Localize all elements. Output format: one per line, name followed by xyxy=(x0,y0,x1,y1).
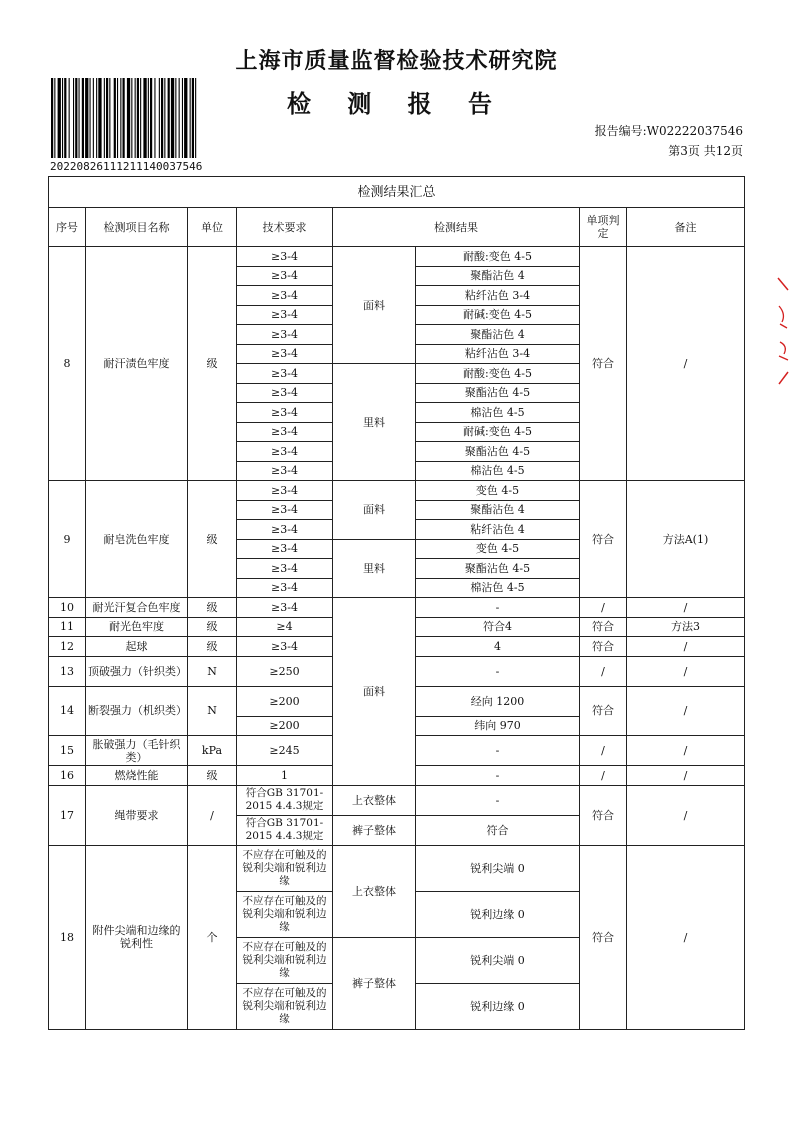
organization-name: 上海市质量监督检验技术研究院 xyxy=(235,48,558,74)
cell-requirement: ≥3-4 xyxy=(237,266,333,286)
cell-requirement: ≥3-4 xyxy=(237,403,333,423)
cell-item: 起球 xyxy=(86,637,188,657)
cell-requirement: ≥3-4 xyxy=(237,442,333,462)
cell-requirement: ≥3-4 xyxy=(237,539,333,559)
cell-requirement: ≥3-4 xyxy=(237,637,333,657)
table-row xyxy=(49,845,745,891)
cell-result: 变色 4-5 xyxy=(416,539,580,559)
cell-result: 粘纤沾色 3-4 xyxy=(416,344,580,364)
report-number: 报告编号:W02222037546 xyxy=(594,124,743,138)
cell-no: 12 xyxy=(49,637,86,657)
cell-result: 锐利尖端 0 xyxy=(416,937,580,983)
cell-result: 锐利边缘 0 xyxy=(416,983,580,1029)
cell-result: 粘纤沾色 3-4 xyxy=(416,286,580,306)
cell-remark: / xyxy=(627,656,745,686)
cell-no: 14 xyxy=(49,686,86,736)
cell-unit: N xyxy=(188,656,237,686)
cell-no: 9 xyxy=(49,481,86,598)
cell-result: 纬向 970 xyxy=(416,716,580,736)
cell-result: 聚酯沾色 4 xyxy=(416,325,580,345)
table-header-row xyxy=(49,208,745,247)
cell-requirement: ≥3-4 xyxy=(237,520,333,540)
barcode xyxy=(51,78,197,158)
cell-part: 上衣整体 xyxy=(333,845,416,937)
cell-item: 耐光色牢度 xyxy=(86,617,188,637)
header-result: 检测结果 xyxy=(333,208,580,247)
cell-requirement: 不应存在可触及的锐利尖端和锐利边缘 xyxy=(237,845,333,891)
cell-requirement: 符合GB 31701-2015 4.4.3规定 xyxy=(237,785,333,815)
cell-remark: 方法3 xyxy=(627,617,745,637)
table-row xyxy=(49,481,745,501)
cell-result: 符合 xyxy=(416,815,580,845)
cell-result: 锐利尖端 0 xyxy=(416,845,580,891)
cell-item: 绳带要求 xyxy=(86,785,188,845)
cell-result: 耐碱:变色 4-5 xyxy=(416,422,580,442)
table-row xyxy=(49,785,745,815)
cell-unit: kPa xyxy=(188,736,237,766)
cell-result: 聚酯沾色 4-5 xyxy=(416,559,580,579)
cell-requirement: ≥200 xyxy=(237,686,333,716)
cell-no: 11 xyxy=(49,617,86,637)
cell-result: 棉沾色 4-5 xyxy=(416,403,580,423)
cell-no: 15 xyxy=(49,736,86,766)
cell-verdict: / xyxy=(580,598,627,618)
cell-remark: / xyxy=(627,247,745,481)
table-row xyxy=(49,598,745,618)
cell-material: 面料 xyxy=(333,247,416,364)
cell-requirement: ≥3-4 xyxy=(237,325,333,345)
cell-requirement: ≥3-4 xyxy=(237,500,333,520)
cell-no: 16 xyxy=(49,766,86,786)
cell-verdict: 符合 xyxy=(580,617,627,637)
cell-requirement: ≥3-4 xyxy=(237,247,333,267)
cell-unit: 级 xyxy=(188,481,237,598)
cell-requirement: ≥3-4 xyxy=(237,422,333,442)
cell-requirement: ≥3-4 xyxy=(237,383,333,403)
cell-no: 18 xyxy=(49,845,86,1029)
cell-verdict: 符合 xyxy=(580,845,627,1029)
cell-remark: / xyxy=(627,845,745,1029)
cell-verdict: / xyxy=(580,656,627,686)
cell-result: - xyxy=(416,736,580,766)
cell-result: 粘纤沾色 4 xyxy=(416,520,580,540)
cell-requirement: ≥3-4 xyxy=(237,578,333,598)
cell-remark: / xyxy=(627,598,745,618)
cell-no: 17 xyxy=(49,785,86,845)
cell-unit: 个 xyxy=(188,845,237,1029)
cell-result: 聚酯沾色 4-5 xyxy=(416,383,580,403)
cell-requirement: 不应存在可触及的锐利尖端和锐利边缘 xyxy=(237,891,333,937)
cell-unit: / xyxy=(188,785,237,845)
cell-part: 上衣整体 xyxy=(333,785,416,815)
cell-item: 附件尖端和边缘的锐利性 xyxy=(86,845,188,1029)
cell-no: 10 xyxy=(49,598,86,618)
cell-item: 顶破强力（针织类） xyxy=(86,656,188,686)
cell-material: 面料 xyxy=(333,598,416,786)
cell-requirement: ≥3-4 xyxy=(237,481,333,501)
cell-remark: / xyxy=(627,785,745,845)
cell-result: 耐酸:变色 4-5 xyxy=(416,364,580,384)
cell-requirement: ≥245 xyxy=(237,736,333,766)
cell-unit: 级 xyxy=(188,637,237,657)
cell-material: 里料 xyxy=(333,539,416,598)
cell-requirement: ≥3-4 xyxy=(237,305,333,325)
cell-result: 耐碱:变色 4-5 xyxy=(416,305,580,325)
cell-result: 棉沾色 4-5 xyxy=(416,578,580,598)
cell-requirement: ≥3-4 xyxy=(237,598,333,618)
cell-requirement: ≥3-4 xyxy=(237,286,333,306)
cell-result: - xyxy=(416,656,580,686)
cell-result: - xyxy=(416,785,580,815)
cell-remark: / xyxy=(627,686,745,736)
header-verdict: 单项判定 xyxy=(580,208,627,247)
header-unit: 单位 xyxy=(188,208,237,247)
cell-verdict: 符合 xyxy=(580,637,627,657)
cell-requirement: ≥3-4 xyxy=(237,364,333,384)
cell-result: 锐利边缘 0 xyxy=(416,891,580,937)
barcode-number: 20220826111211140037546 xyxy=(50,160,203,173)
cell-no: 8 xyxy=(49,247,86,481)
cell-result: 经向 1200 xyxy=(416,686,580,716)
cell-result: 耐酸:变色 4-5 xyxy=(416,247,580,267)
header-requirement: 技术要求 xyxy=(237,208,333,247)
cell-requirement: ≥4 xyxy=(237,617,333,637)
cell-unit: 级 xyxy=(188,766,237,786)
cell-result: 聚酯沾色 4 xyxy=(416,500,580,520)
cell-requirement: 不应存在可触及的锐利尖端和锐利边缘 xyxy=(237,937,333,983)
cell-verdict: 符合 xyxy=(580,247,627,481)
cell-verdict: / xyxy=(580,766,627,786)
cell-remark: / xyxy=(627,736,745,766)
cell-item: 断裂强力（机织类） xyxy=(86,686,188,736)
table-row xyxy=(49,247,745,267)
cell-result: - xyxy=(416,766,580,786)
cell-requirement: ≥3-4 xyxy=(237,461,333,481)
cell-result: - xyxy=(416,598,580,618)
cell-requirement: 符合GB 31701-2015 4.4.3规定 xyxy=(237,815,333,845)
cell-unit: 级 xyxy=(188,598,237,618)
cell-result: 4 xyxy=(416,637,580,657)
cell-result: 变色 4-5 xyxy=(416,481,580,501)
cell-part: 裤子整体 xyxy=(333,815,416,845)
cell-material: 里料 xyxy=(333,364,416,481)
cell-requirement: ≥200 xyxy=(237,716,333,736)
cell-result: 聚酯沾色 4-5 xyxy=(416,442,580,462)
table-caption: 检测结果汇总 xyxy=(49,177,745,208)
cell-requirement: ≥3-4 xyxy=(237,344,333,364)
header-remark: 备注 xyxy=(627,208,745,247)
results-table xyxy=(48,176,745,1030)
cell-part: 裤子整体 xyxy=(333,937,416,1029)
cell-item: 耐光汗复合色牢度 xyxy=(86,598,188,618)
cell-requirement: 不应存在可触及的锐利尖端和锐利边缘 xyxy=(237,983,333,1029)
cell-remark: / xyxy=(627,637,745,657)
header-no: 序号 xyxy=(49,208,86,247)
page-info: 第3页 共12页 xyxy=(668,144,743,158)
cell-remark: 方法A(1) xyxy=(627,481,745,598)
cell-unit: 级 xyxy=(188,617,237,637)
cell-material: 面料 xyxy=(333,481,416,540)
cell-unit: 级 xyxy=(188,247,237,481)
cell-requirement: ≥3-4 xyxy=(237,559,333,579)
cell-verdict: 符合 xyxy=(580,785,627,845)
cell-item: 胀破强力（毛针织类） xyxy=(86,736,188,766)
seal-stamp-fragment xyxy=(776,276,792,386)
cell-verdict: 符合 xyxy=(580,481,627,598)
cell-remark: / xyxy=(627,766,745,786)
cell-result: 棉沾色 4-5 xyxy=(416,461,580,481)
header-item: 检测项目名称 xyxy=(86,208,188,247)
cell-requirement: ≥250 xyxy=(237,656,333,686)
cell-item: 燃烧性能 xyxy=(86,766,188,786)
cell-result: 聚酯沾色 4 xyxy=(416,266,580,286)
cell-item: 耐皂洗色牢度 xyxy=(86,481,188,598)
cell-requirement: 1 xyxy=(237,766,333,786)
cell-verdict: / xyxy=(580,736,627,766)
cell-result: 符合4 xyxy=(416,617,580,637)
cell-no: 13 xyxy=(49,656,86,686)
cell-verdict: 符合 xyxy=(580,686,627,736)
report-title: 检 测 报 告 xyxy=(286,89,507,118)
cell-unit: N xyxy=(188,686,237,736)
cell-item: 耐汗渍色牢度 xyxy=(86,247,188,481)
